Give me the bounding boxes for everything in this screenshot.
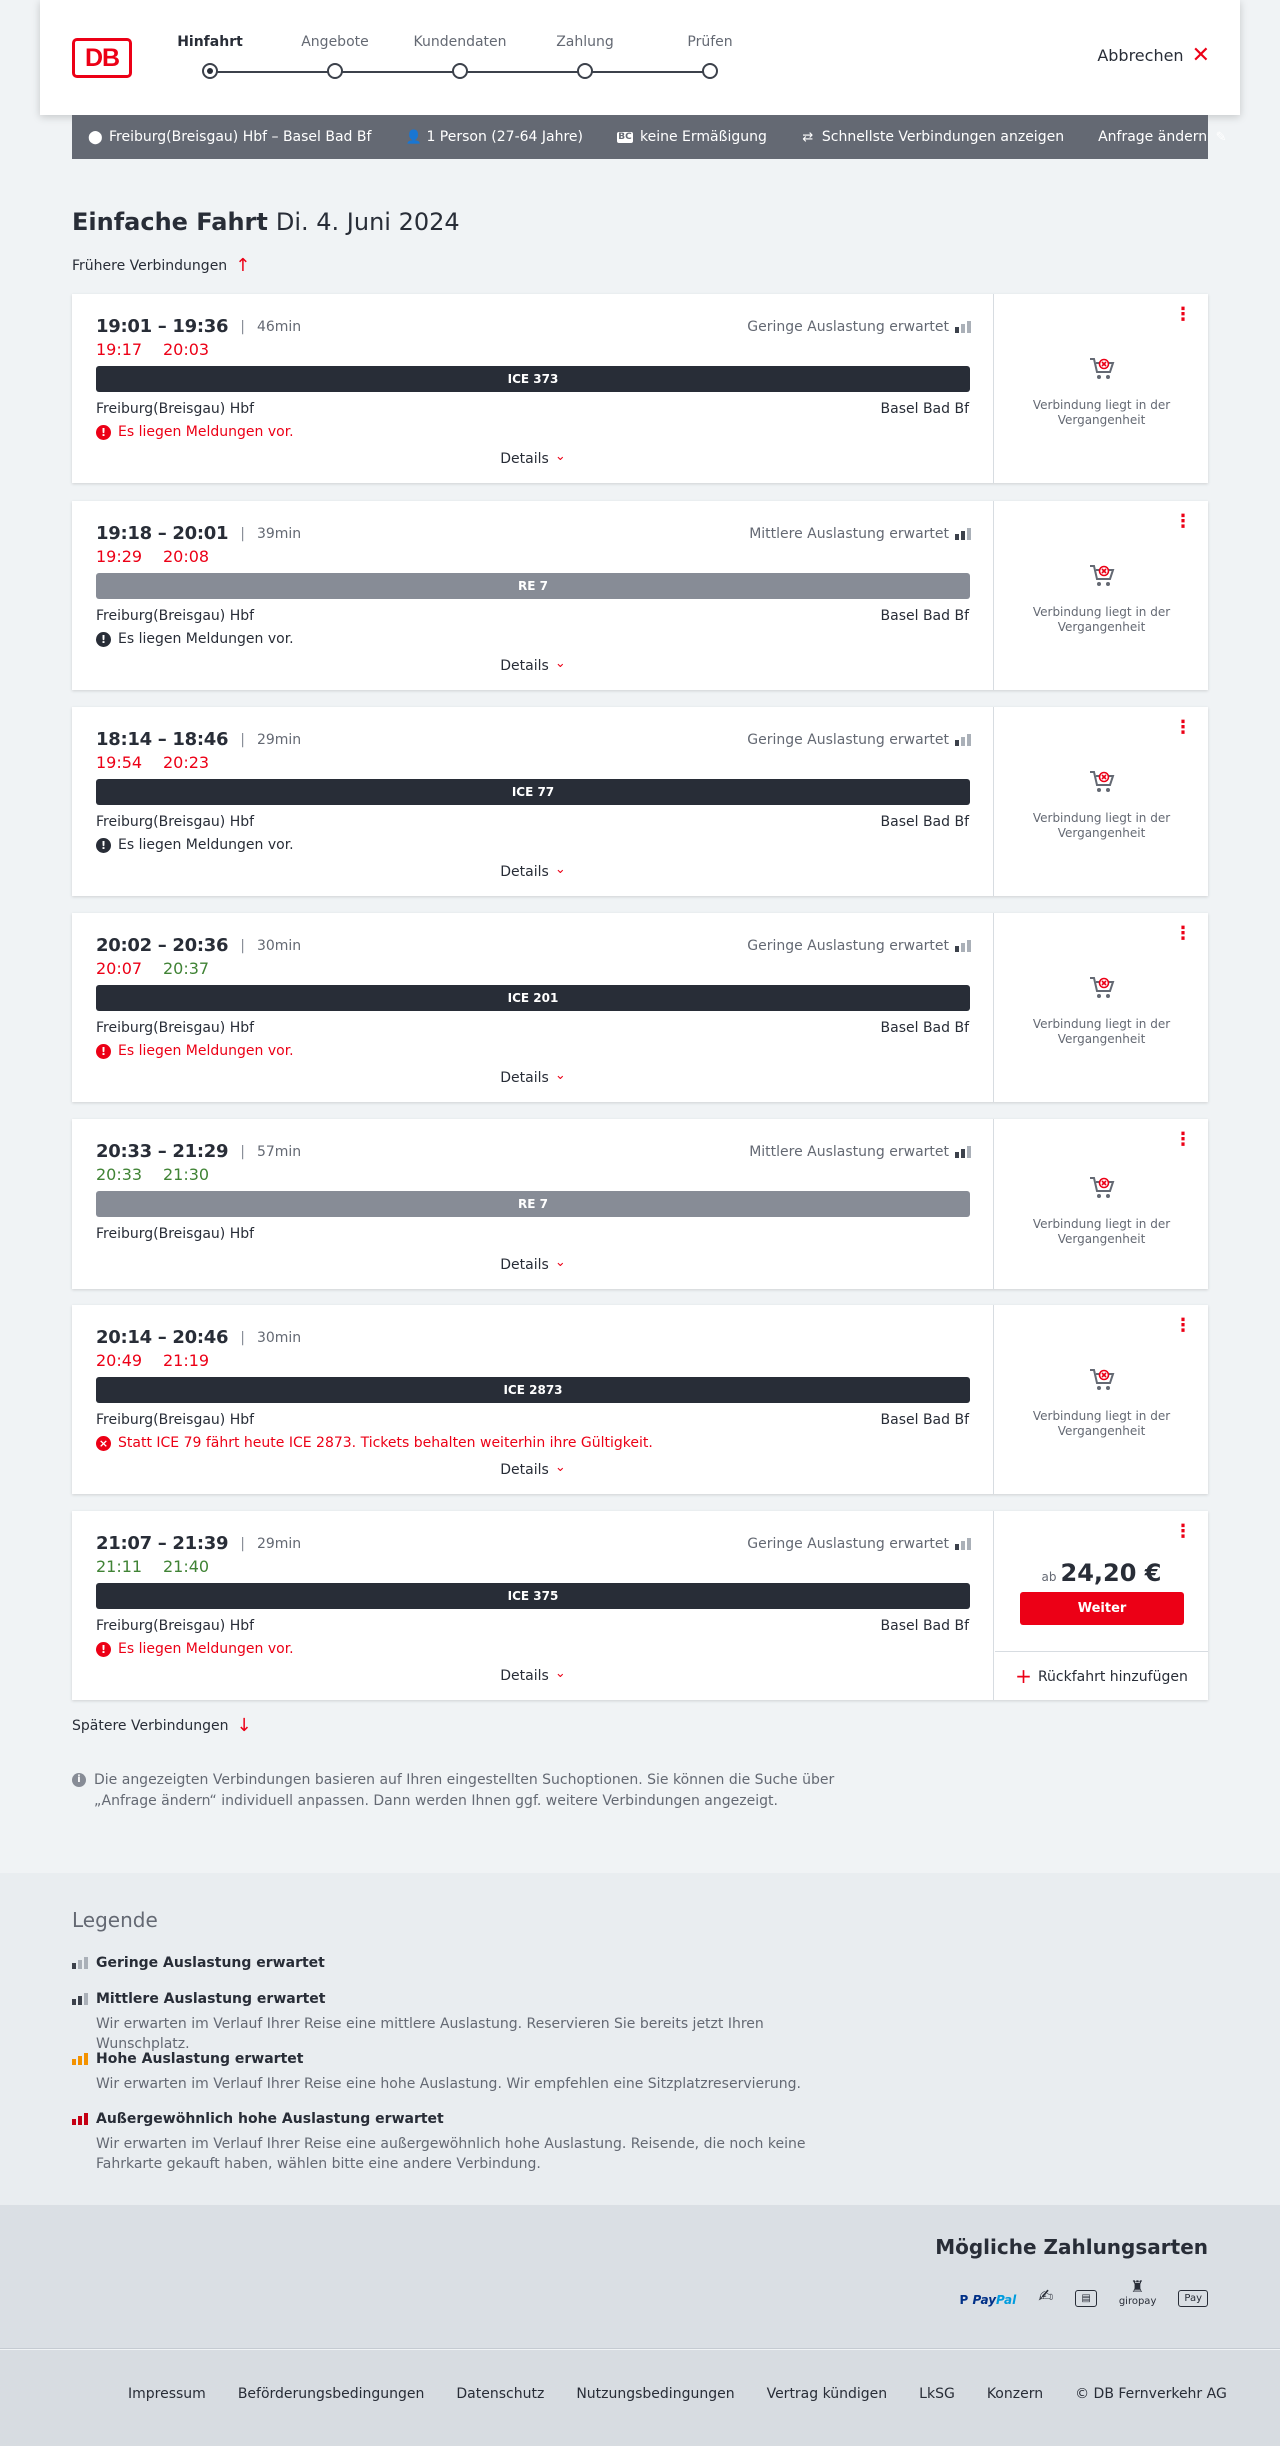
giropay-icon: ♜ giropay <box>1118 2277 1157 2307</box>
connection-details-area <box>72 913 994 1102</box>
step-zahlung <box>525 34 645 54</box>
more-options-icon[interactable]: ⋮ <box>1174 923 1192 944</box>
step-angebote <box>275 34 395 54</box>
connection-times <box>96 523 301 544</box>
details-label: Details <box>500 658 549 674</box>
duration: 29min <box>256 731 302 748</box>
destination-station: Basel Bad Bf <box>880 401 969 417</box>
person-icon: 👤 <box>405 129 422 145</box>
message-notice[interactable] <box>96 424 294 440</box>
offer-area <box>995 501 1208 690</box>
details-toggle[interactable] <box>72 1070 994 1086</box>
abort-button[interactable] <box>1097 42 1210 68</box>
past-connection-text: Verbindung liegt in der Vergangenheit <box>1032 605 1171 634</box>
planned-times: 18:14 – 18:46 <box>96 729 229 750</box>
footer-link[interactable]: Impressum <box>128 2386 206 2402</box>
past-connection-notice <box>995 356 1208 428</box>
trip-type: Einfache Fahrt <box>72 208 268 236</box>
change-request-button[interactable] <box>1098 129 1228 145</box>
cart-unavailable-icon <box>1088 356 1116 382</box>
paypal-text-b: Pal <box>996 2293 1017 2307</box>
apple-pay-icon <box>1178 2290 1208 2307</box>
legend-item <box>72 1991 852 2054</box>
connection-times <box>96 316 301 337</box>
close-icon: ✕ <box>1191 42 1210 68</box>
legend-item-title: Hohe Auslastung erwartet <box>96 2051 304 2067</box>
details-label: Details <box>500 1257 549 1273</box>
fastest-text: Schnellste Verbindungen anzeigen <box>821 129 1065 145</box>
occupancy-text: Geringe Auslastung erwartet <box>747 319 949 335</box>
bahncard-icon: BC <box>618 131 632 142</box>
connection-times <box>96 1533 301 1554</box>
giropay-label: giropay <box>1118 2296 1157 2307</box>
step-dot <box>452 63 468 79</box>
occupancy-icon <box>955 940 971 952</box>
realtime-times <box>96 1165 230 1184</box>
past-connection-text: Verbindung liegt in der Vergangenheit <box>1032 811 1171 840</box>
price-display <box>995 1559 1208 1587</box>
direct-debit-icon: ✍ <box>1038 2286 1054 2307</box>
occupancy-indicator <box>747 1536 971 1552</box>
connection-details-area <box>72 501 994 690</box>
abort-label: Abbrechen <box>1097 46 1184 65</box>
separator: | <box>240 525 245 542</box>
more-options-icon[interactable]: ⋮ <box>1174 511 1192 532</box>
connection-card <box>72 1119 1208 1289</box>
price-prefix: ab <box>1041 1570 1057 1584</box>
duration: 39min <box>256 525 302 542</box>
details-label: Details <box>500 864 549 880</box>
realtime-departure: 21:11 <box>96 1557 143 1576</box>
paypal-text-a: Pay <box>972 2293 997 2307</box>
more-options-icon[interactable]: ⋮ <box>1174 1129 1192 1150</box>
origin-station: Freiburg(Breisgau) Hbf <box>96 1226 255 1242</box>
realtime-times <box>96 547 230 566</box>
past-connection-text: Verbindung liegt in der Vergangenheit <box>1032 1017 1171 1046</box>
past-connection-notice <box>995 1175 1208 1247</box>
realtime-departure: 19:29 <box>96 547 143 566</box>
realtime-arrival: 20:03 <box>163 340 210 359</box>
message-notice[interactable] <box>96 1641 294 1657</box>
connection-details-area <box>72 294 994 483</box>
later-connections-link[interactable] <box>72 1715 252 1736</box>
realtime-departure: 19:54 <box>96 753 143 772</box>
occupancy-indicator <box>747 938 971 954</box>
connection-card <box>72 501 1208 690</box>
alert-icon: ! <box>96 838 111 853</box>
connection-times <box>96 729 301 750</box>
connection-card <box>72 913 1208 1102</box>
past-connection-notice <box>995 563 1208 635</box>
train-bar[interactable]: RE 7 <box>96 1191 970 1217</box>
train-bar[interactable]: ICE 373 <box>96 366 970 392</box>
plus-icon: + <box>1015 1664 1032 1688</box>
occupancy-icon <box>72 1993 88 2005</box>
page-title <box>72 208 460 236</box>
train-bar[interactable]: ICE 2873 <box>96 1377 970 1403</box>
change-request-label: Anfrage ändern <box>1098 129 1208 145</box>
connection-times <box>96 1327 301 1348</box>
offer-area <box>995 1511 1208 1700</box>
offer-area <box>995 913 1208 1102</box>
message-text: Es liegen Meldungen vor. <box>118 631 294 647</box>
earlier-label: Frühere Verbindungen <box>72 258 228 274</box>
location-pin-icon: ⬤ <box>88 129 103 145</box>
message-text: Es liegen Meldungen vor. <box>118 1641 294 1657</box>
payment-methods <box>959 2277 1208 2307</box>
legend-item-title: Geringe Auslastung erwartet <box>96 1955 325 1971</box>
details-label: Details <box>500 451 549 467</box>
footer-link: © DB Fernverkehr AG <box>1075 2386 1227 2402</box>
origin-station: Freiburg(Breisgau) Hbf <box>96 1412 255 1428</box>
past-connection-text: Verbindung liegt in der Vergangenheit <box>1032 1217 1171 1246</box>
legend-section <box>0 1873 1280 2205</box>
step-label: Hinfahrt <box>177 34 243 50</box>
connection-card <box>72 294 1208 483</box>
details-toggle[interactable] <box>72 864 994 880</box>
invoice-icon: ▤ <box>1075 2290 1096 2307</box>
details-toggle[interactable] <box>72 451 994 467</box>
destination-station: Basel Bad Bf <box>880 608 969 624</box>
cart-unavailable-icon <box>1088 975 1116 1001</box>
payment-section <box>0 2205 1280 2349</box>
origin-station: Freiburg(Breisgau) Hbf <box>96 1618 255 1634</box>
separator: | <box>240 937 245 954</box>
info-icon: i <box>72 1773 86 1787</box>
destination-station: Basel Bad Bf <box>880 1618 969 1634</box>
message-text: Es liegen Meldungen vor. <box>118 424 294 440</box>
details-label: Details <box>500 1462 549 1478</box>
occupancy-text: Geringe Auslastung erwartet <box>747 938 949 954</box>
chevron-down-icon: ⌄ <box>554 1460 566 1475</box>
details-toggle[interactable] <box>72 1462 994 1478</box>
legend-item <box>72 2111 852 2174</box>
separator: | <box>240 1143 245 1160</box>
passenger-text: 1 Person (27-64 Jahre) <box>426 129 583 145</box>
search-summary-bar <box>72 115 1227 159</box>
legend-heading <box>72 2051 852 2067</box>
details-toggle[interactable] <box>72 1257 994 1273</box>
step-dot <box>702 63 718 79</box>
occupancy-icon <box>72 2053 88 2065</box>
swap-arrows-icon: ⇄ <box>802 129 814 145</box>
destination-station: Basel Bad Bf <box>880 1412 969 1428</box>
duration: 46min <box>256 318 302 335</box>
arrow-down-icon: ↓ <box>236 1715 252 1736</box>
trip-date: Di. 4. Juni 2024 <box>275 208 460 236</box>
past-connection-text: Verbindung liegt in der Vergangenheit <box>1032 398 1171 427</box>
discount-text: keine Ermäßigung <box>640 129 767 145</box>
legend-item-title: Außergewöhnlich hohe Auslastung erwartet <box>96 2111 444 2127</box>
route-summary[interactable] <box>88 129 371 145</box>
connection-details-area <box>72 1511 994 1700</box>
message-notice[interactable] <box>96 837 294 853</box>
more-options-icon[interactable]: ⋮ <box>1174 1521 1192 1542</box>
progress-header <box>40 0 1240 115</box>
pencil-icon: ✎ <box>1215 129 1227 145</box>
chevron-down-icon: ⌄ <box>554 1255 566 1270</box>
realtime-departure: 20:33 <box>96 1165 143 1184</box>
origin-station: Freiburg(Breisgau) Hbf <box>96 814 255 830</box>
cancel-icon: × <box>96 1436 111 1451</box>
planned-times: 20:14 – 20:46 <box>96 1327 229 1348</box>
message-notice[interactable] <box>96 631 294 647</box>
offer-area <box>995 1305 1208 1494</box>
separator: | <box>240 1329 245 1346</box>
details-toggle[interactable] <box>72 658 994 674</box>
planned-times: 20:33 – 21:29 <box>96 1141 229 1162</box>
chevron-down-icon: ⌄ <box>554 1666 566 1681</box>
message-notice[interactable] <box>96 1435 653 1451</box>
planned-times: 19:01 – 19:36 <box>96 316 229 337</box>
step-pruefen <box>650 34 770 54</box>
realtime-arrival: 20:08 <box>163 547 210 566</box>
duration: 57min <box>256 1143 302 1160</box>
occupancy-icon <box>72 1957 88 1969</box>
train-bar[interactable]: ICE 201 <box>96 985 970 1011</box>
route-text: Freiburg(Breisgau) Hbf – Basel Bad Bf <box>109 129 372 145</box>
occupancy-icon <box>955 528 971 540</box>
origin-station: Freiburg(Breisgau) Hbf <box>96 608 255 624</box>
cart-unavailable-icon <box>1088 1175 1116 1201</box>
legend-heading <box>72 1955 852 1971</box>
cart-unavailable-icon <box>1088 769 1116 795</box>
price-value: 24,20 € <box>1060 1559 1162 1587</box>
arrow-up-icon: ↑ <box>235 255 251 276</box>
apple-pay-label: Pay <box>1184 2293 1202 2304</box>
legend-heading <box>72 2111 852 2127</box>
step-dot <box>327 63 343 79</box>
realtime-departure: 20:49 <box>96 1351 143 1370</box>
cart-unavailable-icon <box>1088 1367 1116 1393</box>
origin-station: Freiburg(Breisgau) Hbf <box>96 1020 255 1036</box>
add-return-label: Rückfahrt hinzufügen <box>1037 1669 1188 1685</box>
connection-details-area <box>72 707 994 896</box>
db-logo[interactable]: DB <box>72 38 132 78</box>
realtime-times <box>96 340 230 359</box>
continue-button[interactable]: Weiter <box>1020 1592 1184 1625</box>
payment-title: Mögliche Zahlungsarten <box>935 2235 1208 2259</box>
more-options-icon[interactable]: ⋮ <box>1174 304 1192 325</box>
discount-summary[interactable] <box>617 129 767 145</box>
legend-item-desc: Wir erwarten im Verlauf Ihrer Reise eine außergewöhnlich hohe Auslastung. Reisende, die noch keine Fahrkarte gekauft haben, wählen bitte eine andere Verbindung. <box>96 2136 806 2172</box>
connection-card <box>72 1511 1208 1700</box>
past-connection-notice <box>995 975 1208 1047</box>
footer-link[interactable]: Konzern <box>986 2386 1044 2402</box>
realtime-arrival: 20:37 <box>163 959 210 978</box>
separator: | <box>240 318 245 335</box>
chevron-down-icon: ⌄ <box>554 1068 566 1083</box>
footer <box>0 2350 1280 2446</box>
earlier-connections-link[interactable] <box>72 255 251 276</box>
footer-link[interactable]: Nutzungsbedingungen <box>576 2386 735 2402</box>
legend-item-title: Mittlere Auslastung erwartet <box>96 1991 326 2007</box>
past-connection-notice <box>995 769 1208 841</box>
connection-details-area <box>72 1119 994 1289</box>
realtime-arrival: 20:23 <box>163 753 210 772</box>
separator: | <box>240 731 245 748</box>
past-connection-text: Verbindung liegt in der Vergangenheit <box>1032 1409 1171 1438</box>
connection-times <box>96 1141 301 1162</box>
occupancy-text: Geringe Auslastung erwartet <box>747 732 949 748</box>
duration: 30min <box>256 1329 302 1346</box>
footer-link[interactable]: Beförderungsbedingungen <box>237 2386 425 2402</box>
info-note-text: Die angezeigten Verbindungen basieren auf Ihren eingestellten Suchoptionen. Sie können die Suche über „Anfrage ändern“ individuell anpassen. Dann werden Ihnen ggf. weitere Verbindungen angezeigt. <box>94 1772 835 1809</box>
alert-icon: ! <box>96 425 111 440</box>
chevron-down-icon: ⌄ <box>554 862 566 877</box>
duration: 29min <box>256 1535 302 1552</box>
duration: 30min <box>256 937 302 954</box>
realtime-times <box>96 1557 230 1576</box>
alert-icon: ! <box>96 1044 111 1059</box>
occupancy-icon <box>955 1146 971 1158</box>
realtime-times <box>96 959 230 978</box>
occupancy-indicator <box>749 1144 971 1160</box>
realtime-arrival: 21:40 <box>163 1557 210 1576</box>
realtime-departure: 19:17 <box>96 340 143 359</box>
step-label: Zahlung <box>556 34 614 50</box>
occupancy-full-icon <box>72 2113 88 2125</box>
occupancy-text: Mittlere Auslastung erwartet <box>749 526 949 542</box>
legend-item <box>72 1955 852 1971</box>
realtime-departure: 20:07 <box>96 959 143 978</box>
step-label: Kundendaten <box>413 34 507 50</box>
planned-times: 20:02 – 20:36 <box>96 935 229 956</box>
connection-times <box>96 935 301 956</box>
legend-item <box>72 2051 852 2094</box>
origin-station: Freiburg(Breisgau) Hbf <box>96 401 255 417</box>
step-label: Prüfen <box>687 34 733 50</box>
legend-item-desc: Wir erwarten im Verlauf Ihrer Reise eine hohe Auslastung. Wir empfehlen eine Sitzplatzreservierung. <box>96 2076 801 2092</box>
search-info-note <box>72 1770 852 1812</box>
planned-times: 21:07 – 21:39 <box>96 1533 229 1554</box>
add-return-trip-button[interactable] <box>995 1651 1208 1701</box>
more-options-icon[interactable]: ⋮ <box>1174 717 1192 738</box>
legend-item-desc: Wir erwarten im Verlauf Ihrer Reise eine mittlere Auslastung. Reservieren Sie bereits jetzt Ihren Wunschplatz. <box>96 2016 764 2052</box>
train-bar[interactable]: ICE 77 <box>96 779 970 805</box>
destination-station: Basel Bad Bf <box>880 1020 969 1036</box>
message-notice[interactable] <box>96 1043 294 1059</box>
connection-card <box>72 707 1208 896</box>
step-hinfahrt[interactable] <box>150 34 270 54</box>
connection-details-area <box>72 1305 994 1494</box>
occupancy-text: Geringe Auslastung erwartet <box>747 1536 949 1552</box>
occupancy-indicator <box>747 319 971 335</box>
train-bar[interactable]: RE 7 <box>96 573 970 599</box>
message-text: Es liegen Meldungen vor. <box>118 1043 294 1059</box>
message-text: Es liegen Meldungen vor. <box>118 837 294 853</box>
step-label: Angebote <box>301 34 369 50</box>
step-dot-active <box>202 63 218 79</box>
booking-steps <box>40 0 1240 115</box>
passenger-summary[interactable] <box>405 129 583 145</box>
connection-card <box>72 1305 1208 1494</box>
more-options-icon[interactable]: ⋮ <box>1174 1315 1192 1336</box>
step-kundendaten <box>400 34 520 54</box>
details-label: Details <box>500 1070 549 1086</box>
occupancy-icon <box>955 734 971 746</box>
offer-area <box>995 707 1208 896</box>
occupancy-indicator <box>747 732 971 748</box>
chevron-down-icon: ⌄ <box>554 449 566 464</box>
occupancy-indicator <box>749 526 971 542</box>
cart-unavailable-icon <box>1088 563 1116 589</box>
destination-station: Basel Bad Bf <box>880 814 969 830</box>
message-text: Statt ICE 79 fährt heute ICE 2873. Tickets behalten weiterhin ihre Gültigkeit. <box>118 1435 653 1451</box>
offer-area <box>995 294 1208 483</box>
realtime-times <box>96 1351 230 1370</box>
occupancy-icon <box>955 1538 971 1550</box>
realtime-arrival: 21:19 <box>163 1351 210 1370</box>
train-bar[interactable]: ICE 375 <box>96 1583 970 1609</box>
offer-area <box>995 1119 1208 1289</box>
separator: | <box>240 1535 245 1552</box>
step-dot <box>577 63 593 79</box>
occupancy-icon <box>955 321 971 333</box>
fastest-toggle[interactable] <box>801 129 1064 145</box>
later-label: Spätere Verbindungen <box>72 1718 229 1734</box>
footer-link[interactable]: LkSG <box>919 2386 955 2402</box>
footer-links <box>128 2386 1227 2402</box>
chevron-down-icon: ⌄ <box>554 656 566 671</box>
planned-times: 19:18 – 20:01 <box>96 523 229 544</box>
alert-icon: ! <box>96 632 111 647</box>
details-label: Details <box>500 1668 549 1684</box>
realtime-arrival: 21:30 <box>163 1165 210 1184</box>
footer-link[interactable]: Datenschutz <box>456 2386 545 2402</box>
details-toggle[interactable] <box>72 1668 994 1684</box>
legend-heading <box>72 1991 852 2007</box>
alert-icon: ! <box>96 1642 111 1657</box>
paypal-icon: P PayPal <box>959 2293 1017 2307</box>
realtime-times <box>96 753 230 772</box>
legend-title: Legende <box>72 1908 158 1932</box>
occupancy-text: Mittlere Auslastung erwartet <box>749 1144 949 1160</box>
footer-link[interactable]: Vertrag kündigen <box>766 2386 888 2402</box>
past-connection-notice <box>995 1367 1208 1439</box>
